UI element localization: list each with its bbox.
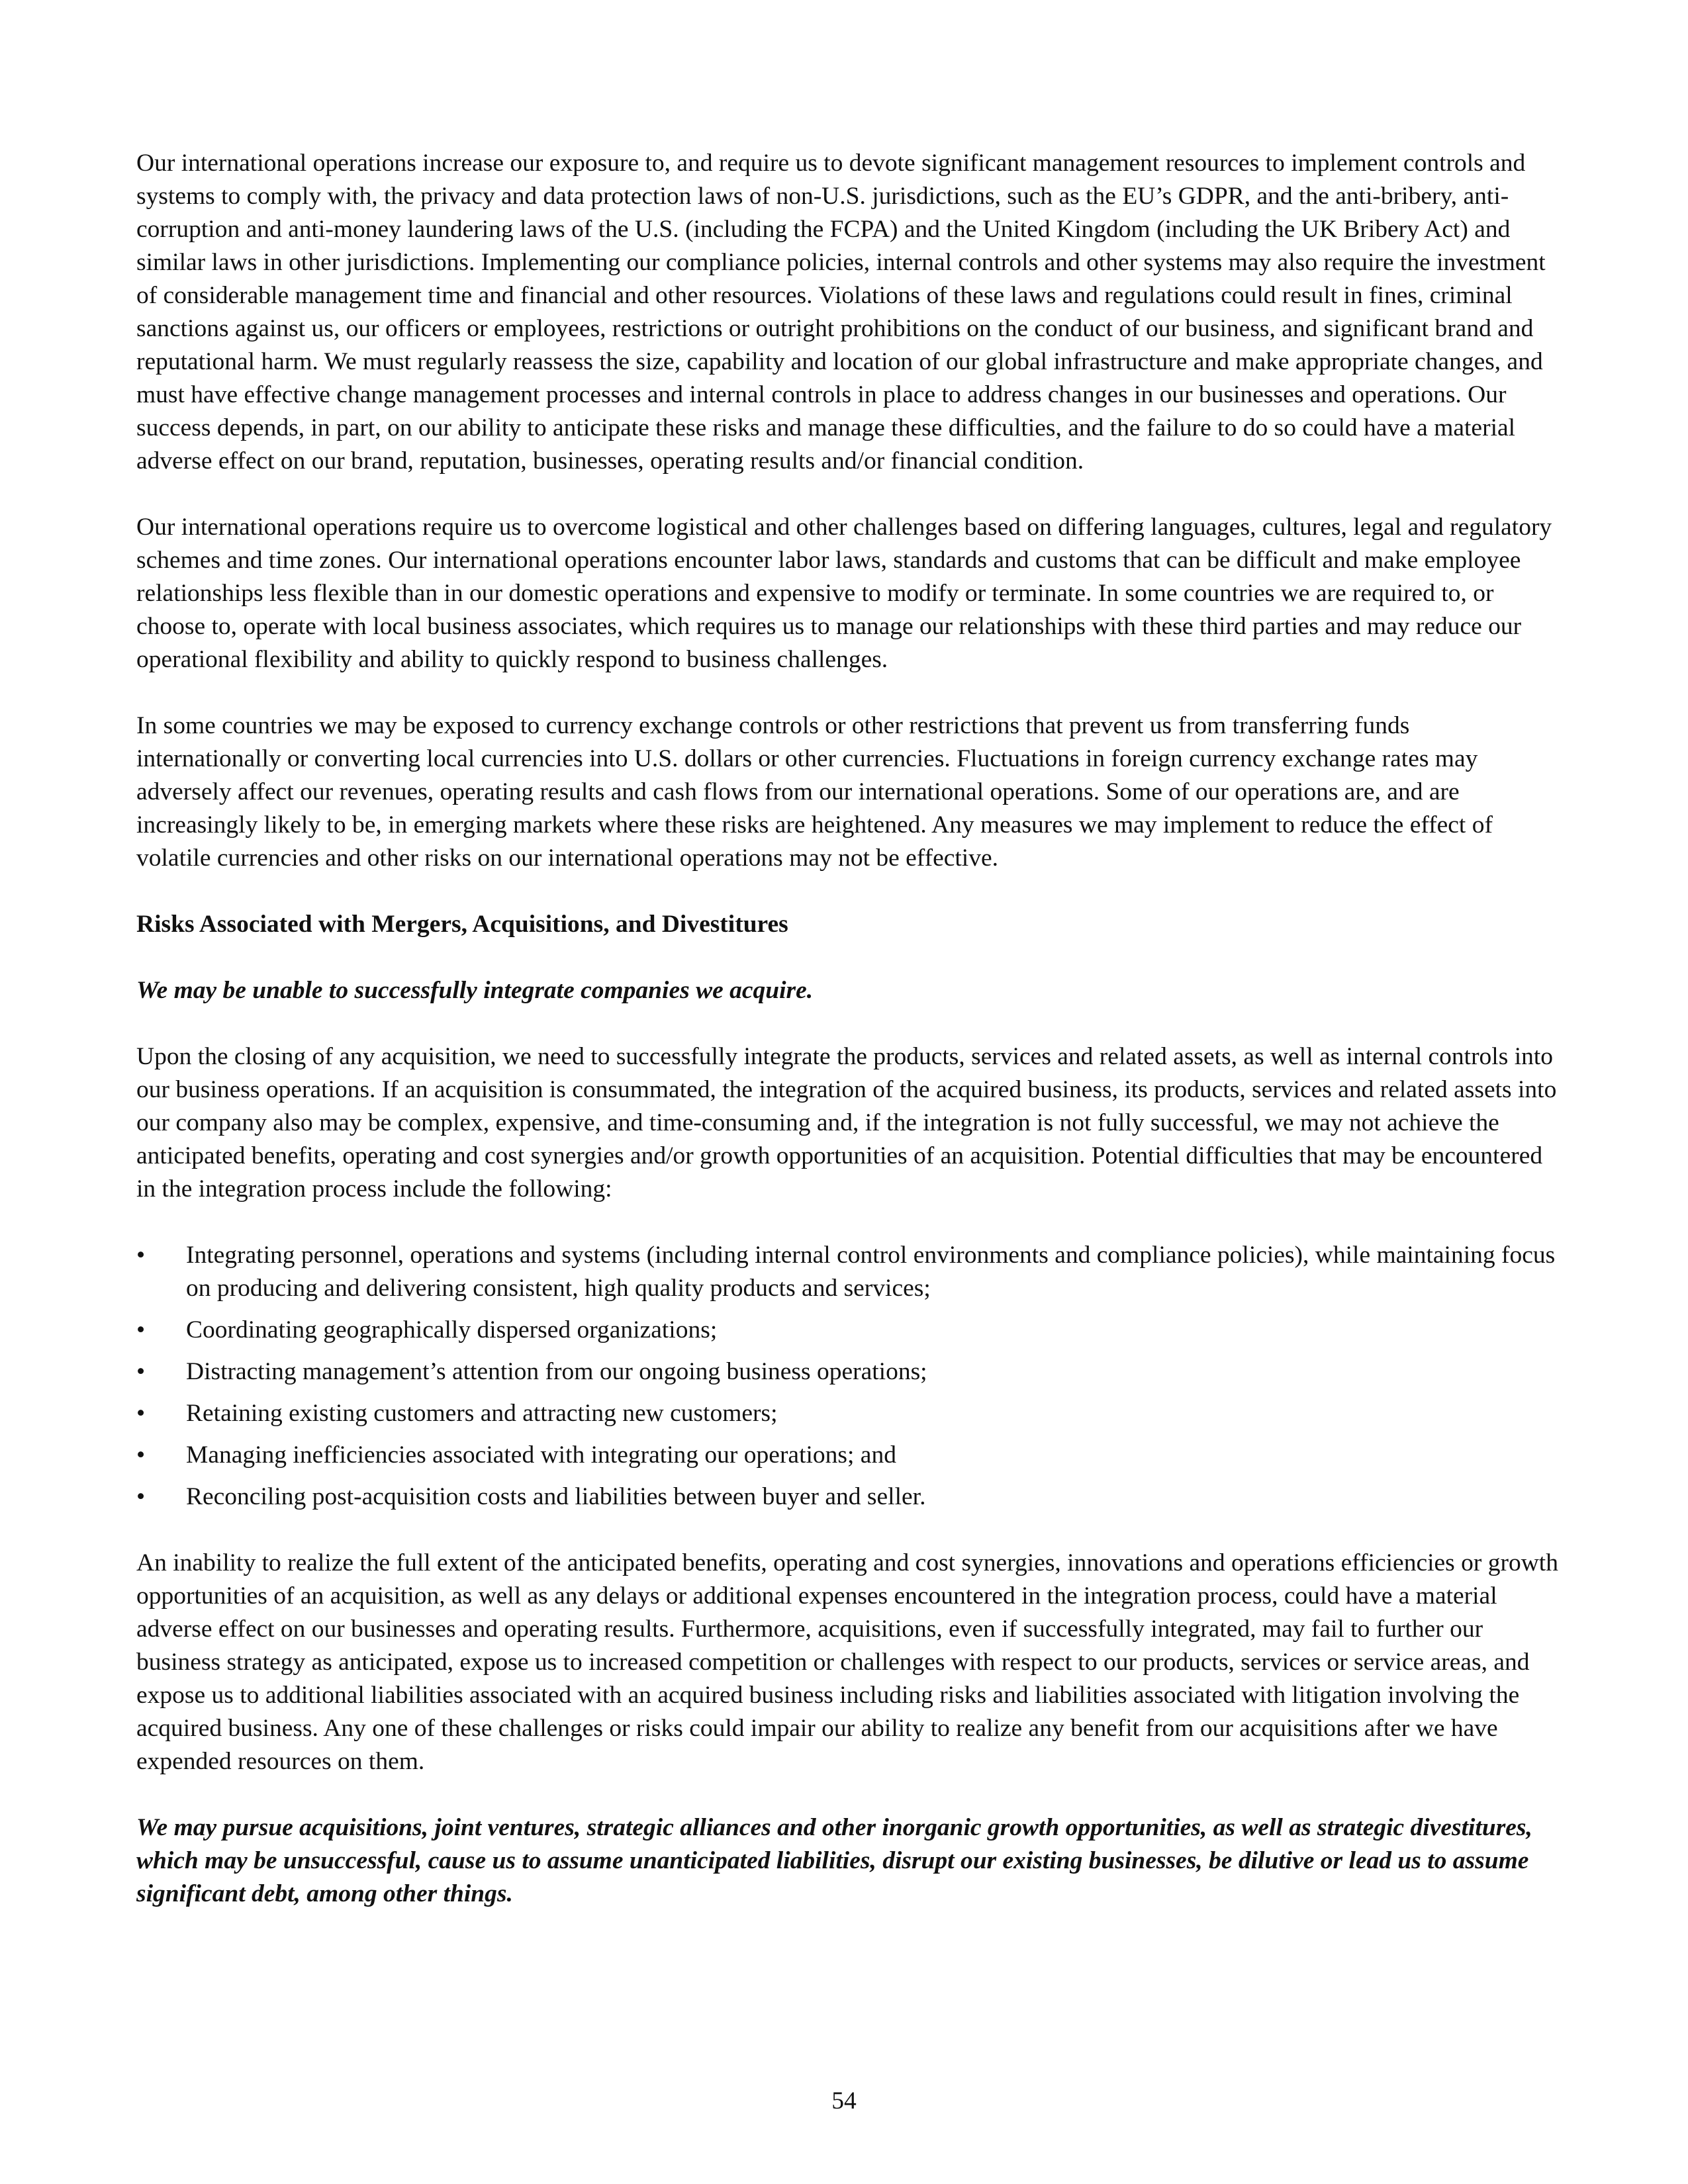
paragraph-currency-controls: In some countries we may be exposed to currency exchange controls or other restrictions that prevent us from transferring funds internationally or converting local currencies into U.S. dollars or other currencies. Fluctuations in foreign currency exchange rates may adversely affect our revenues, operating results and cash flows from our international operations. Some of our operations are, and are increasingly likely to be, in emerging markets where these risks are heightened. Any measures we may implement to reduce the effect of volatile currencies and other risks on our international operations may not be effective. [136, 712, 1493, 872]
list-item [136, 1314, 1560, 1347]
bullet-icon: • [136, 1316, 146, 1343]
integration-difficulties-list [136, 1239, 1560, 1514]
list-item [136, 1439, 1560, 1472]
list-item-text: Retaining existing customers and attracting new customers; [186, 1400, 778, 1427]
bullet-icon: • [136, 1400, 146, 1427]
list-item [136, 1239, 1560, 1305]
paragraph-inability-to-realize: An inability to realize the full extent of the anticipated benefits, operating and cost synergies, innovations and operations efficiencies or growth opportunities of an acquisition, as well as any delays or additional expenses encountered in the integration process, could have a material adverse effect on our businesses and operating results. Furthermore, acquisitions, even if successfully integrated, may fail to further our business strategy as anticipated, expose us to increased competition or challenges with respect to our products, services or service areas, and expose us to additional liabilities associated with an acquired business including risks and liabilities associated with litigation involving the acquired business. Any one of these challenges or risks could impair our ability to realize any benefit from our acquisitions after we have expended resources on them. [136, 1549, 1558, 1775]
list-item-text: Integrating personnel, operations and systems (including internal control environments and compliance policies), while maintaining focus on producing and delivering consistent, high quality products and services; [186, 1242, 1556, 1302]
paragraph-integration: Upon the closing of any acquisition, we need to successfully integrate the products, services and related assets, as well as internal controls into our business operations. If an acquisition is consummated, the integration of the acquired business, its products, services and related assets into our company also may be complex, expensive, and time-consuming and, if the integration is not fully successful, we may not achieve the anticipated benefits, operating and cost synergies and/or growth opportunities of an acquisition. Potential difficulties that may be encountered in the integration process include the following: [136, 1043, 1557, 1203]
bullet-icon: • [136, 1441, 146, 1469]
list-item [136, 1397, 1560, 1430]
risk-subheading-acquisitions: We may pursue acquisitions, joint ventures, strategic alliances and other inorganic growth opportunities, as well as strategic divestitures, which may be unsuccessful, cause us to assume unanticipated liabilities, disrupt our existing businesses, be dilutive or lead us to assume significant debt, among other things. [136, 1814, 1532, 1907]
list-item-text: Reconciling post-acquisition costs and liabilities between buyer and seller. [186, 1483, 926, 1510]
list-item [136, 1480, 1560, 1514]
list-item-text: Coordinating geographically dispersed organizations; [186, 1316, 718, 1343]
bullet-icon: • [136, 1358, 146, 1385]
bullet-icon: • [136, 1242, 146, 1269]
risk-subheading-integration: We may be unable to successfully integrate companies we acquire. [136, 977, 814, 1004]
list-item [136, 1355, 1560, 1388]
page-number: 54 [831, 2087, 857, 2115]
bullet-icon: • [136, 1483, 146, 1510]
paragraph-logistical-challenges: Our international operations require us to overcome logistical and other challenges based on differing languages, cultures, legal and regulatory schemes and time zones. Our international operations encounter labor laws, standards and customs that can be difficult and make employee relationships less flexible than in our domestic operations and expensive to modify or terminate. In some countries we are required to, or choose to, operate with local business associates, which requires us to manage our relationships with these third parties and may reduce our operational flexibility and ability to quickly respond to business challenges. [136, 514, 1552, 673]
list-item-text: Distracting management’s attention from our ongoing business operations; [186, 1358, 927, 1385]
list-item-text: Managing inefficiencies associated with integrating our operations; and [186, 1441, 896, 1469]
document-body [136, 147, 1560, 1944]
section-heading: Risks Associated with Mergers, Acquisitions, and Divestitures [136, 911, 788, 938]
paragraph-privacy-compliance: Our international operations increase our exposure to, and require us to devote significant management resources to implement controls and systems to comply with, the privacy and data protection laws of non-U.S. jurisdictions, such as the EU’s GDPR, and the anti-bribery, anti-corruption and anti-money laundering laws of the U.S. (including the FCPA) and the United Kingdom (including the UK Bribery Act) and similar laws in other jurisdictions. Implementing our compliance policies, internal controls and other systems may also require the investment of considerable management time and financial and other resources. Violations of these laws and regulations could result in fines, criminal sanctions against us, our officers or employees, restrictions or outright prohibitions on the conduct of our business, and significant brand and reputational harm. We must regularly reassess the size, capability and location of our global infrastructure and make appropriate changes, and must have effective change management processes and internal controls in place to address changes in our businesses and operations. Our success depends, in part, on our ability to anticipate these risks and manage these difficulties, and the failure to do so could have a material adverse effect on our brand, reputation, businesses, operating results and/or financial condition. [136, 150, 1546, 475]
